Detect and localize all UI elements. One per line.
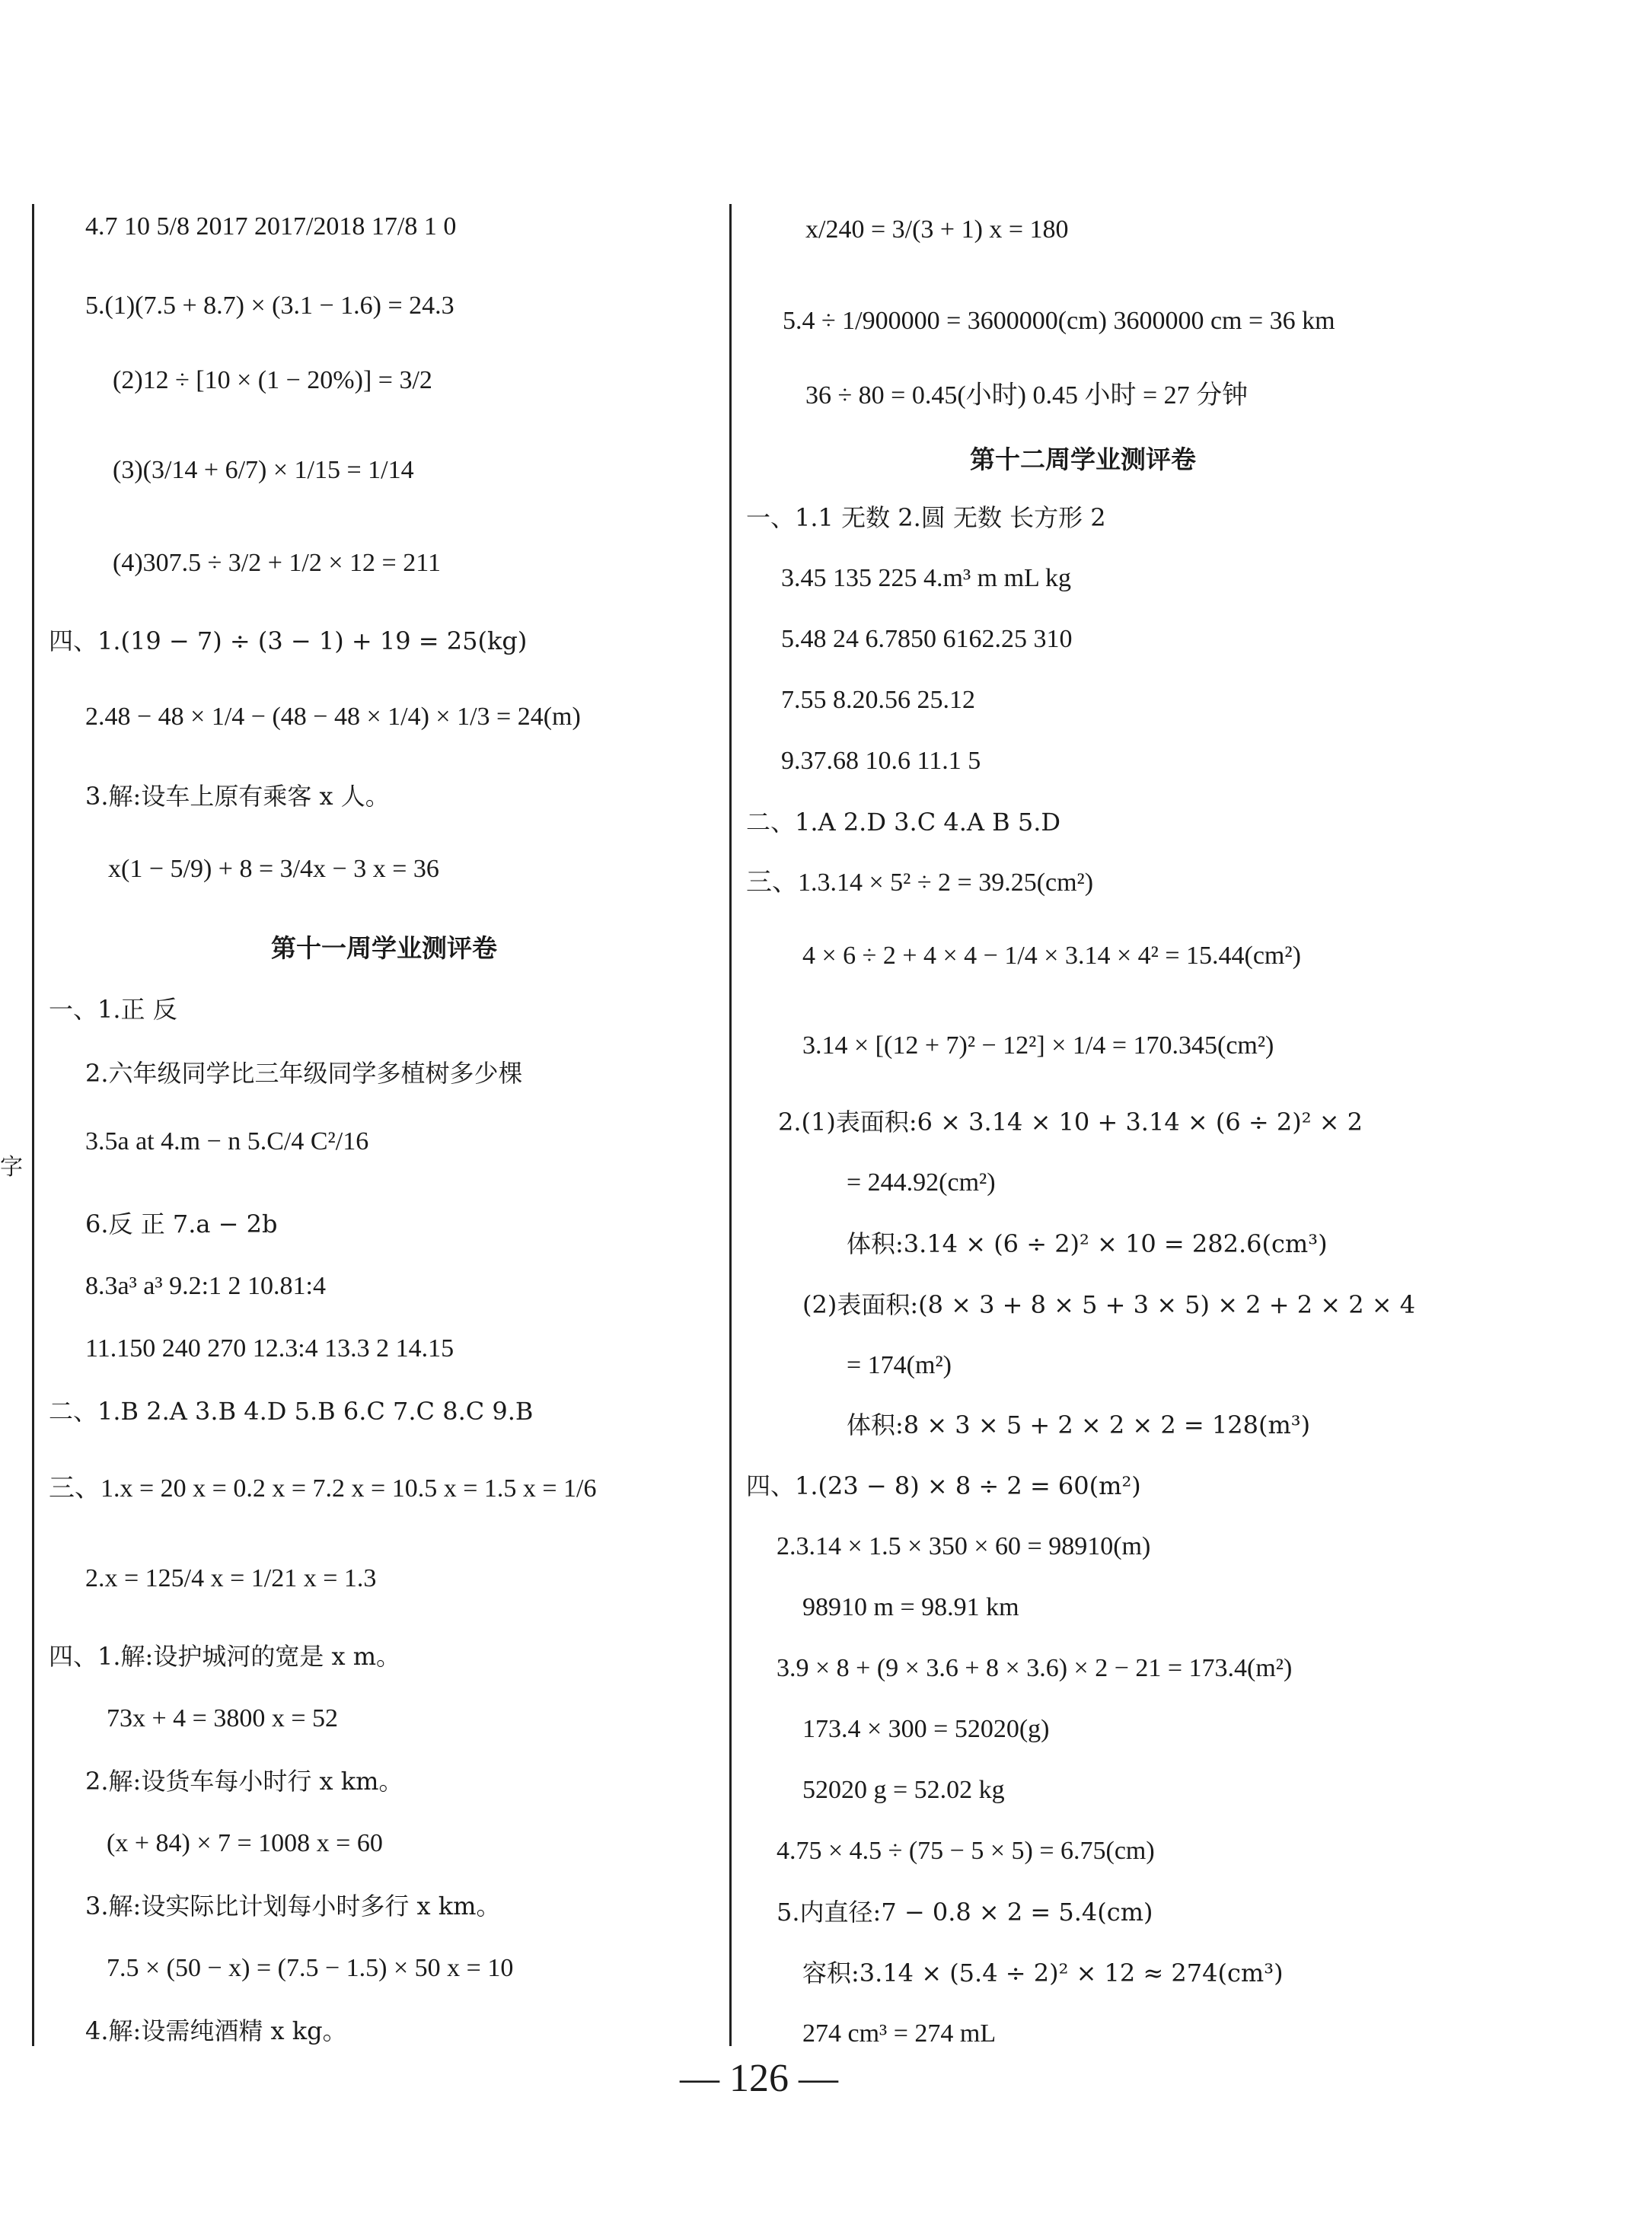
answer-line: x/240 = 3/(3 + 1) x = 180 [805,215,1069,244]
answer-line: 容积:3.14 × (5.4 ÷ 2)² × 12 ≈ 274(cm³) [802,1959,1284,1987]
answer-line: 二、1.A 2.D 3.C 4.A B 5.D [746,808,1061,837]
answer-line: 一、1.1 无数 2.圆 无数 长方形 2 [746,503,1106,532]
answer-line: 体积:8 × 3 × 5 + 2 × 2 × 2 = 128(m³) [847,1410,1311,1439]
answer-line: 3.45 135 225 4.m³ m mL kg [781,564,1072,592]
answer-line: 4.75 × 4.5 ÷ (75 − 5 × 5) = 6.75(cm) [777,1837,1155,1865]
answer-line: 36 ÷ 80 = 0.45(小时) 0.45 小时 = 27 分钟 [805,381,1249,410]
answer-line: 5.4 ÷ 1/900000 = 3600000(cm) 3600000 cm = 36 km [783,307,1335,335]
answer-line: 3.5a at 4.m − n 5.C/4 C²/16 [85,1127,369,1155]
answer-line: 4 × 6 ÷ 2 + 4 × 4 − 1/4 × 3.14 × 4² = 15.44(cm²) [802,942,1301,970]
page-number: — 126 — [680,2057,838,2100]
answer-line: (4)307.5 ÷ 3/2 + 1/2 × 12 = 211 [113,549,441,577]
answer-line: 3.解:设实际比计划每小时多行 x km。 [85,1892,501,1920]
section-title: 第十一周学业测评卷 [271,933,497,963]
answer-line: 2.解:设货车每小时行 x km。 [85,1767,403,1796]
answer-line: 73x + 4 = 3800 x = 52 [107,1704,339,1732]
answer-line: 5.内直径:7 − 0.8 × 2 = 5.4(cm) [777,1898,1153,1927]
answer-line: 4.7 10 5/8 2017 2017/2018 17/8 1 0 [85,212,457,241]
answer-line: 体积:3.14 × (6 ÷ 2)² × 10 = 282.6(cm³) [847,1229,1328,1258]
column-divider [729,204,732,2046]
answer-line: (3)(3/14 + 6/7) × 1/15 = 1/14 [113,456,414,484]
answer-line: 二、1.B 2.A 3.B 4.D 5.B 6.C 7.C 8.C 9.B [49,1397,534,1426]
answer-line: 274 cm³ = 274 mL [802,2019,997,2048]
answer-line: 三、1.3.14 × 5² ÷ 2 = 39.25(cm²) [746,869,1094,897]
answer-line: 8.3a³ a³ 9.2:1 2 10.81:4 [85,1272,326,1300]
answer-line: 5.(1)(7.5 + 8.7) × (3.1 − 1.6) = 24.3 [85,292,454,320]
answer-line: 5.48 24 6.7850 6162.25 310 [781,625,1073,653]
answer-line: 4.解:设需纯酒精 x kg。 [85,2016,347,2045]
answer-line: 6.反 正 7.a − 2b [85,1210,278,1238]
left-margin-rule [32,204,34,2046]
answer-line: x(1 − 5/9) + 8 = 3/4x − 3 x = 36 [108,855,439,883]
answer-line: 52020 g = 52.02 kg [802,1776,1005,1804]
answer-line: 3.9 × 8 + (9 × 3.6 + 8 × 3.6) × 2 − 21 = 173.4(m²) [777,1654,1293,1682]
answer-line: (x + 84) × 7 = 1008 x = 60 [107,1829,383,1857]
answer-line: 173.4 × 300 = 52020(g) [802,1715,1050,1743]
answer-line: 3.解:设车上原有乘客 x 人。 [85,782,390,811]
answer-line: 2.六年级同学比三年级同学多植树多少棵 [85,1059,523,1088]
answer-line: 9.37.68 10.6 11.1 5 [781,747,981,775]
answer-line: 四、1.(19 − 7) ÷ (3 − 1) + 19 = 25(kg) [49,626,528,655]
answer-line: 四、1.解:设护城河的宽是 x m。 [49,1642,401,1671]
answer-line: 3.14 × [(12 + 7)² − 12²] × 1/4 = 170.345(cm²) [802,1031,1274,1060]
answer-line: = 174(m²) [847,1351,952,1379]
answer-line: 四、1.(23 − 8) × 8 ÷ 2 = 60(m²) [746,1471,1141,1500]
answer-line: 7.55 8.20.56 25.12 [781,686,975,714]
answer-line: 7.5 × (50 − x) = (7.5 − 1.5) × 50 x = 10 [107,1954,514,1982]
answer-line: 三、1.x = 20 x = 0.2 x = 7.2 x = 10.5 x = 1.5 x = 1/6 [49,1474,597,1503]
margin-char: 字 [0,1154,23,1181]
answer-line: 一、1.正 反 [49,995,177,1024]
answer-line: 2.48 − 48 × 1/4 − (48 − 48 × 1/4) × 1/3 = 24(m) [85,703,581,731]
answer-line: 2.(1)表面积:6 × 3.14 × 10 + 3.14 × (6 ÷ 2)² × 2 [778,1108,1363,1136]
answer-line: (2)12 ÷ [10 × (1 − 20%)] = 3/2 [113,366,432,394]
answer-line: 11.150 240 270 12.3:4 13.3 2 14.15 [85,1334,454,1363]
answer-line: 2.3.14 × 1.5 × 350 × 60 = 98910(m) [777,1532,1151,1560]
answer-line: (2)表面积:(8 × 3 + 8 × 5 + 3 × 5) × 2 + 2 × 2 × 4 [802,1290,1416,1319]
answer-line: 98910 m = 98.91 km [802,1593,1019,1621]
answer-line: 2.x = 125/4 x = 1/21 x = 1.3 [85,1564,377,1592]
answer-line: = 244.92(cm²) [847,1168,996,1197]
section-title: 第十二周学业测评卷 [970,445,1196,474]
